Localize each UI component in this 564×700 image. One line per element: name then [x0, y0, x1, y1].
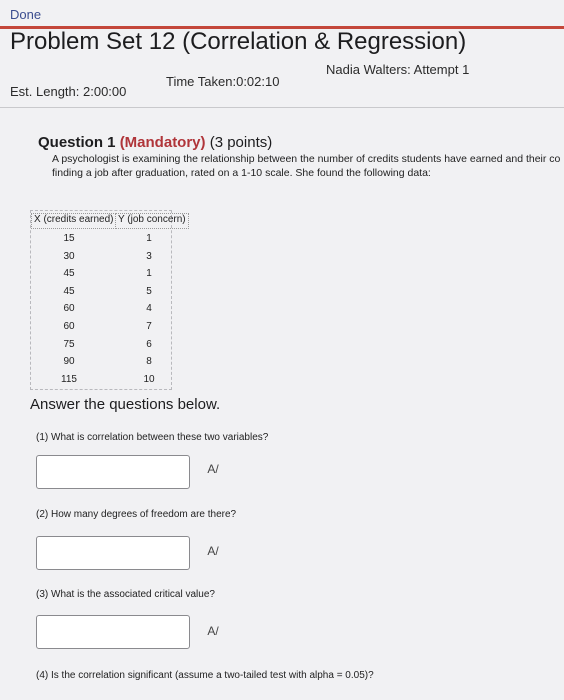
spellcheck-icon[interactable]: A/: [207, 544, 219, 558]
table-cell-x: 15: [63, 233, 75, 244]
page-title: Problem Set 12 (Correlation & Regression): [10, 28, 467, 55]
question-1-text: (1) What is correlation between these two variables?: [36, 432, 269, 443]
answer-intro: Answer the questions below.: [30, 396, 221, 413]
attempt-info: Nadia Walters: Attempt 1: [326, 62, 470, 77]
table-cell-y: 5: [146, 285, 152, 297]
table-cell-y: 1: [146, 268, 152, 280]
question-points: (3 points): [209, 134, 273, 151]
mandatory-badge: (Mandatory): [119, 134, 206, 151]
answer-1-input[interactable]: [37, 456, 189, 488]
table-cell-y: 8: [146, 356, 152, 368]
top-bar: [0, 0, 564, 28]
table-cell-y: 7: [146, 321, 152, 332]
spellcheck-icon[interactable]: A/: [207, 624, 219, 638]
table-cell-x: 45: [63, 268, 75, 280]
answer-3-input[interactable]: [37, 616, 189, 648]
table-cell-x: 75: [63, 338, 75, 350]
done-button[interactable]: Done: [10, 7, 42, 22]
time-taken: Time Taken:0:02:10: [166, 74, 280, 89]
table-cell-x: 90: [63, 356, 75, 368]
question-2-text: (2) How many degrees of freedom are there?: [36, 509, 237, 520]
table-cell-x: 60: [63, 321, 75, 332]
question-4-text: (4) Is the correlation significant (assume a two-tailed test with alpha = 0.05)?: [36, 670, 374, 681]
answer-3-field[interactable]: [36, 615, 190, 649]
answer-1-field[interactable]: [36, 455, 190, 489]
table-header-x: X (credits earned): [31, 213, 116, 229]
table-cell-y: 4: [146, 303, 152, 315]
data-table: [30, 210, 186, 390]
answer-2-field[interactable]: [36, 536, 190, 570]
question-prompt: [52, 152, 564, 180]
table-cell-y: 3: [146, 250, 152, 262]
table-cell-y: 6: [146, 338, 152, 350]
table-cell-x: 60: [63, 303, 75, 315]
spellcheck-icon[interactable]: A/: [207, 462, 219, 476]
table-header-y: Y (job concern): [115, 213, 189, 229]
est-length: Est. Length: 2:00:00: [10, 84, 127, 99]
table-cell-x: 30: [63, 250, 75, 262]
table-cell-x: 115: [61, 373, 77, 385]
header-divider: [0, 107, 564, 108]
table-cell-x: 45: [63, 285, 75, 297]
table-cell-y: 1: [146, 233, 152, 244]
question-label: Question 1: [38, 134, 116, 151]
question-heading: [38, 134, 272, 151]
answer-2-input[interactable]: [37, 537, 189, 569]
question-3-text: (3) What is the associated critical value?: [36, 589, 215, 600]
prompt-line: finding a job after graduation, rated on a 1-10 scale. She found the following data:: [52, 167, 431, 179]
prompt-line: A psychologist is examining the relationship between the number of credits students have earned and their co: [52, 153, 561, 165]
table-cell-y: 10: [143, 373, 155, 385]
